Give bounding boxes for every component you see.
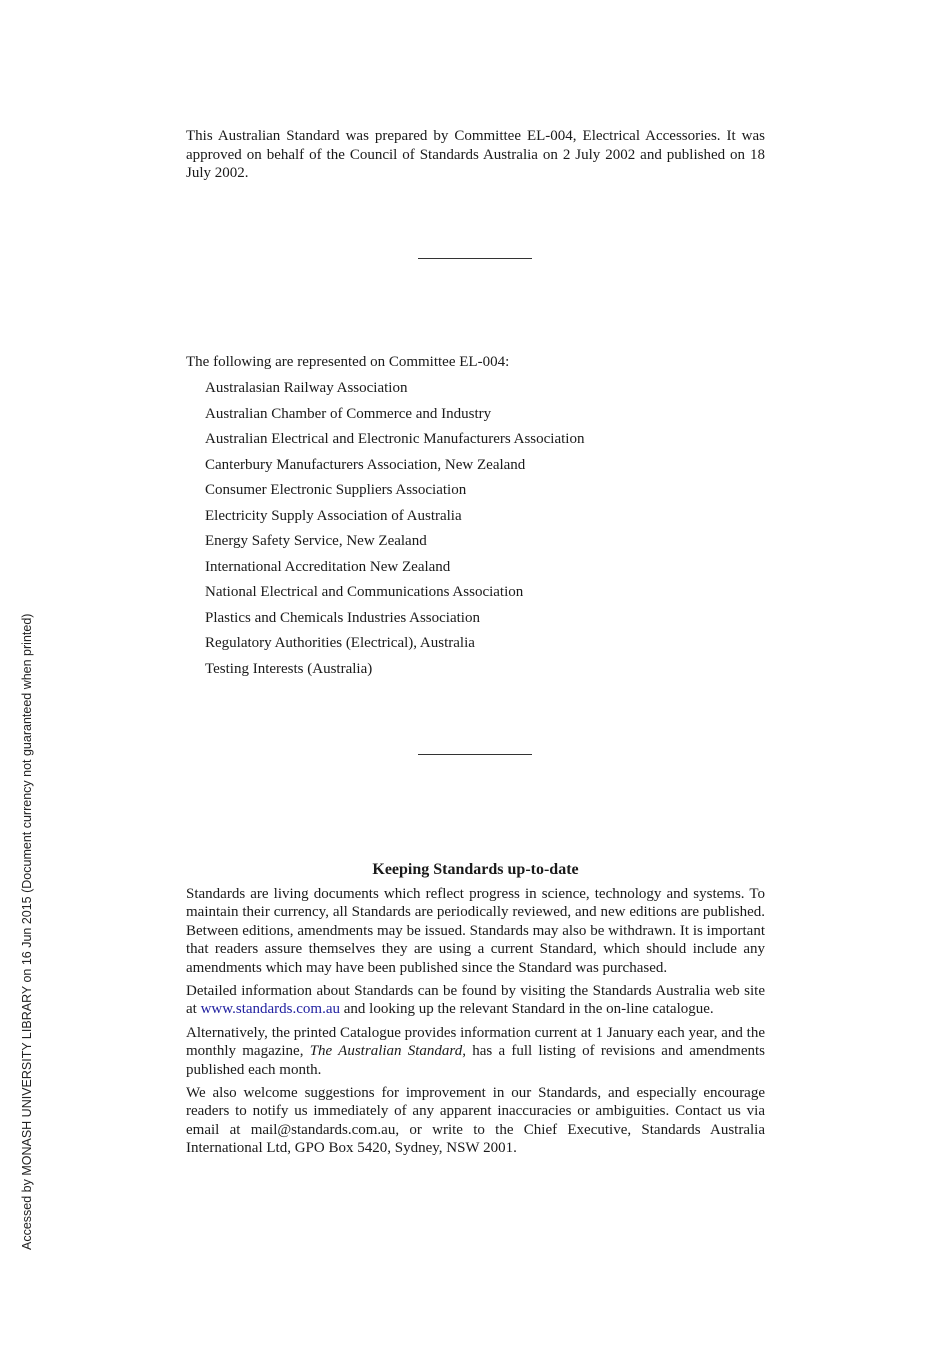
committee-representation [186, 353, 765, 685]
access-watermark: Accessed by MONASH UNIVERSITY LIBRARY on 16 Jun 2015 (Document currency not guaranteed when printed) [20, 613, 34, 1250]
committee-member: National Electrical and Communications Association [205, 584, 524, 601]
committee-member: Plastics and Chemicals Industries Association [205, 609, 480, 626]
committee-member-list [186, 378, 765, 685]
committee-member: Australian Electrical and Electronic Manufacturers Association [205, 431, 585, 448]
paragraph-text: Alternatively, the printed Catalogue provides information current at 1 January each year, and the monthly magazine, [186, 1024, 765, 1060]
committee-member: International Accreditation New Zealand [205, 558, 451, 575]
keeping-standards-body [186, 885, 765, 1163]
committee-member: Australasian Railway Association [205, 380, 408, 396]
section-divider-2 [418, 754, 532, 755]
preparation-statement: This Australian Standard was prepared by Committee EL-004, Electrical Accessories. It was approved on behalf of the Council of Standards Australia on 2 July 2002 and published on 18 July 2002. [186, 128, 765, 181]
paragraph-text: Detailed information about Standards can be found by visiting the Standards Australia web site at [186, 983, 765, 1018]
keeping-paragraph-1: Standards are living documents which reflect progress in science, technology and systems. To maintain their currency, all Standards are periodically reviewed, and new editions are published. Between editions, amendments may be issued. Standards may also be withdrawn. It is important that readers assure themselves they are using a current Standard, which should include any amendments which may have been published since the Standard was purchased. [186, 886, 765, 976]
committee-member: Consumer Electronic Suppliers Association [205, 482, 467, 499]
committee-lead: The following are represented on Committee EL-004: [186, 354, 510, 370]
paragraph-text: , has a full listing of revisions and amendments published each month. [186, 1043, 766, 1078]
committee-member: Regulatory Authorities (Electrical), Australia [205, 635, 475, 652]
committee-member: Electricity Supply Association of Australia [205, 507, 462, 524]
keeping-paragraph-4: We also welcome suggestions for improvement in our Standards, and especially encourage readers to notify us immediately of any apparent inaccuracies or ambiguities. Contact us via email at mail@standards.com.au, or write to the Chief Executive, Standards Australia International Ltd, GPO Box 5420, Sydney, NSW 2001. [186, 1085, 765, 1157]
keeping-paragraph-3 [186, 1024, 765, 1079]
keeping-paragraph-2 [186, 982, 765, 1019]
committee-member: Australian Chamber of Commerce and Industry [205, 405, 492, 422]
committee-member: Testing Interests (Australia) [205, 661, 373, 678]
section-divider-1 [418, 258, 532, 259]
magazine-title: The Australian Standard [309, 1043, 463, 1060]
standards-website-link[interactable]: www.standards.com.au [200, 1001, 340, 1018]
keeping-standards-heading: Keeping Standards up-to-date [372, 861, 579, 878]
committee-member: Energy Safety Service, New Zealand [205, 533, 427, 550]
committee-member: Canterbury Manufacturers Association, New Zealand [205, 456, 526, 473]
paragraph-text: and looking up the relevant Standard in the on-line catalogue. [343, 1001, 714, 1018]
